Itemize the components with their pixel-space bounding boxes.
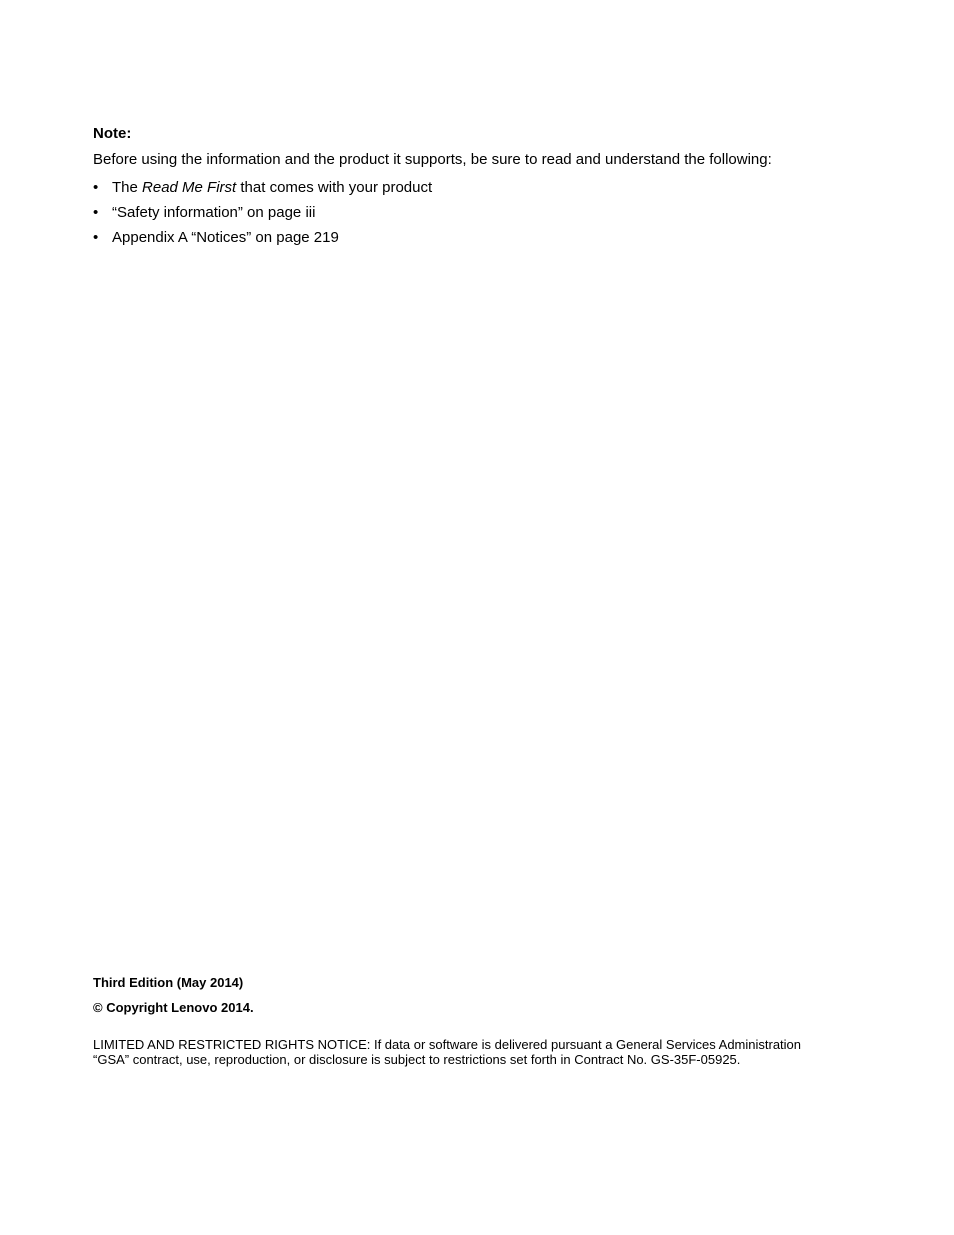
edition-section: [93, 975, 873, 1067]
note-list: [93, 179, 873, 254]
rights-notice-line-2: “GSA” contract, use, reproduction, or disclosure is subject to restrictions set forth in Contract No. GS-35F-05925.: [93, 1052, 741, 1067]
list-item-emphasis: Read Me First: [142, 179, 237, 196]
rights-notice: [93, 1037, 863, 1067]
bullet-icon: •: [93, 229, 99, 246]
list-item: [93, 179, 873, 204]
note-intro: Before using the information and the product it supports, be sure to read and understand the following:: [93, 151, 772, 168]
bullet-icon: •: [93, 179, 99, 196]
list-item-link-notices[interactable]: Appendix A “Notices” on page 219: [112, 229, 339, 246]
list-item-prefix: The: [112, 179, 143, 196]
bullet-icon: •: [93, 204, 99, 221]
note-section: [93, 125, 873, 254]
copyright-notice: © Copyright Lenovo 2014.: [93, 1000, 254, 1015]
list-item-suffix: that comes with your product: [236, 179, 433, 196]
list-item-link-safety[interactable]: “Safety information” on page iii: [112, 204, 316, 221]
note-title: Note:: [93, 125, 132, 142]
list-item: [93, 204, 873, 229]
edition-label: Third Edition (May 2014): [93, 975, 244, 990]
rights-notice-line-1: LIMITED AND RESTRICTED RIGHTS NOTICE: If data or software is delivered pursuant a General Services Administration: [93, 1037, 802, 1052]
list-item: [93, 229, 873, 254]
